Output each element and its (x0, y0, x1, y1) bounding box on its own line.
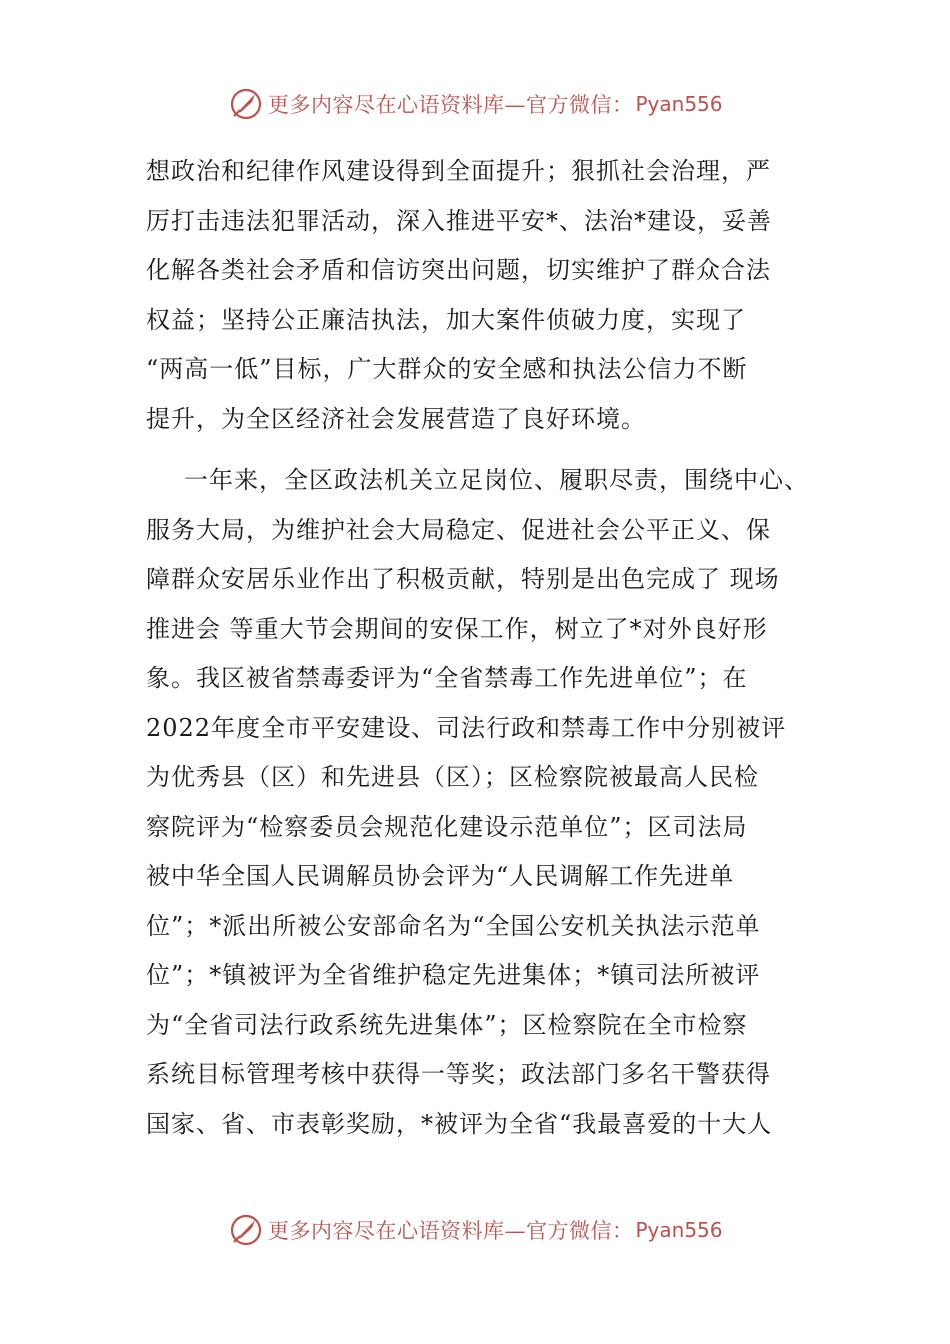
text-line: 位”；*镇被评为全省维护稳定先进集体；*镇司法所被评 (146, 961, 761, 989)
text-line: 一年来，全区政法机关立足岗位、履职尽责，围绕中心、 (184, 466, 809, 494)
footer-banner (228, 1210, 723, 1250)
text-line: 系统目标管理考核中获得一等奖；政法部门多名干警获得 (146, 1060, 771, 1088)
text-line: 服务大局，为维护社会大局稳定、促进社会公平正义、保 (146, 515, 771, 544)
text-line: 位”；*派出所被公安部命名为“全国公安机关执法示范单 (146, 911, 761, 940)
text-line: 推进会 等重大节会期间的安保工作，树立了*对外良好形 (146, 614, 768, 643)
banner-text: 更多内容尽在心语资料库—官方微信： (268, 1219, 634, 1243)
text-line: “两高一低”目标，广大群众的安全感和执法公信力不断 (146, 355, 748, 383)
text-line: 为“全省司法行政系统先进集体”；区检察院在全市检察 (146, 1010, 748, 1039)
text-line: 象。我区被省禁毒委评为“全省禁毒工作先进单位”；在 (146, 664, 748, 692)
text-line: 察院评为“检察委员会规范化建设示范单位”；区司法局 (146, 812, 748, 841)
text-line: 权益；坚持公正廉洁执法，加大案件侦破力度，实现了 (146, 305, 746, 334)
quill-pen-logo-icon (228, 86, 264, 122)
banner-wechat-handle: Pyan556 (635, 92, 723, 116)
text-line: 被中华全国人民调解员协会评为“人民调解工作先进单 (146, 862, 735, 890)
text-line: 2022年度全市平安建设、司法行政和禁毒工作中分别被评 (146, 713, 787, 742)
header-banner (228, 84, 723, 124)
text-line: 国家、省、市表彰奖励，*被评为全省“我最喜爱的十大人 (146, 1109, 773, 1138)
paragraph-1 (146, 147, 816, 444)
banner-text: 更多内容尽在心语资料库—官方微信： (268, 93, 634, 117)
banner-wechat-handle: Pyan556 (635, 1218, 723, 1242)
text-line: 障群众安居乐业作出了积极贡献，特别是出色完成了 现场 (146, 565, 780, 593)
text-line: 化解各类社会矛盾和信访突出问题，切实维护了群众合法 (146, 256, 771, 284)
text-line: 厉打击违法犯罪活动，深入推进平安*、法治*建设，妥善 (146, 206, 772, 235)
text-line: 为优秀县（区）和先进县（区）；区检察院被最高人民检 (146, 763, 759, 791)
text-line: 提升，为全区经济社会发展营造了良好环境。 (146, 404, 646, 433)
text-line: 想政治和纪律作风建设得到全面提升；狠抓社会治理，严 (146, 157, 771, 185)
quill-pen-logo-icon (228, 1212, 264, 1248)
paragraph-2 (146, 456, 816, 1149)
document-body (146, 147, 816, 1149)
